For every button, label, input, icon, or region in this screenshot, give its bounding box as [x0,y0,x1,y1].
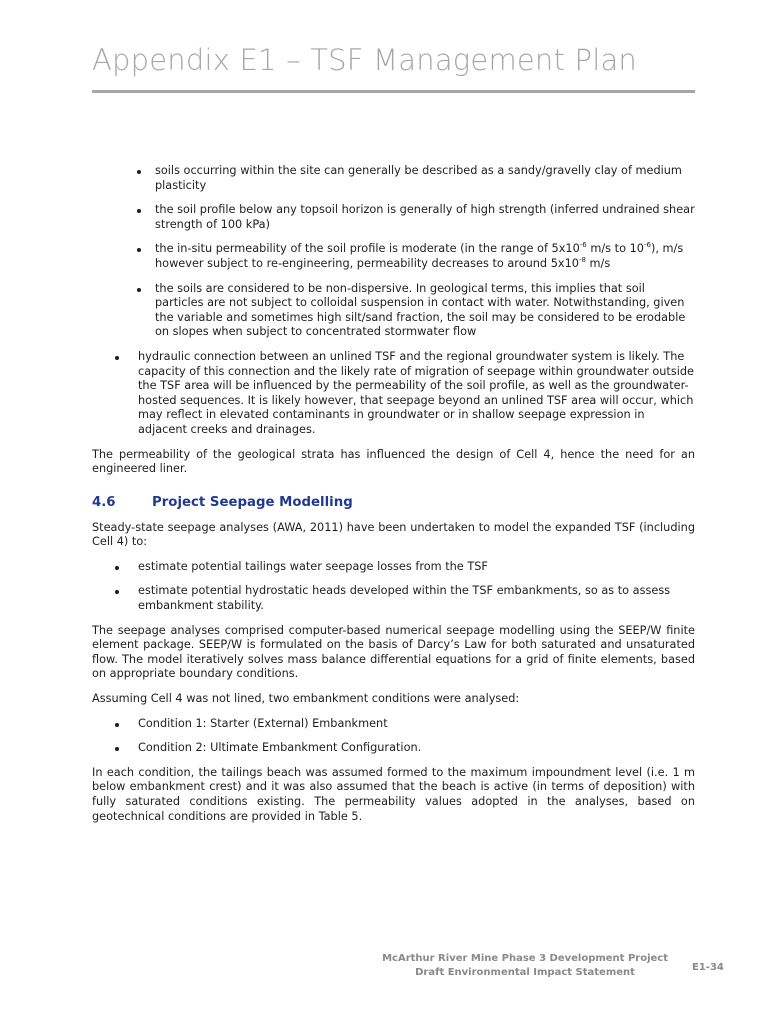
section-title: Project Seepage Modelling [152,494,353,510]
exponent: -6 [643,241,651,250]
list-item-text: Condition 2: Ultimate Embankment Configuration. [138,741,422,755]
bullet-icon [115,566,119,570]
list-item [92,203,695,232]
section-number: 4.6 [92,494,116,510]
list-item [92,282,695,340]
footer-line: Draft Environmental Impact Statement [415,967,635,978]
permeability-text-part: ), m/s however subject to re-engineering, permeability decreases to around 5x10 [155,242,684,270]
page-number: E1-34 [692,962,724,973]
aims-list [92,560,695,614]
list-item-text: estimate potential tailings water seepage losses from the TSF [138,559,488,573]
document-body [92,164,695,834]
paragraph: Assuming Cell 4 was not lined, two embankment conditions were analysed: [92,692,520,706]
list-item-text: the soils are considered to be non-dispersive. In geological terms, this implies that soil particles are not subject to colloidal suspension in contact with water. Notwithstanding, given the variable and sometimes high silt/sand fraction, the soil may be considered to be erodable on slopes when subject to concentrated stormwater flow [155,281,686,339]
conditions-list [92,717,695,756]
header-divider [92,90,695,93]
bullet-icon [137,209,141,213]
list-item [92,242,695,271]
list-item [92,584,695,613]
footer-line: McArthur River Mine Phase 3 Development Project [382,953,668,964]
bullet-icon [137,170,141,174]
bullet-icon [115,590,119,594]
list-item-text: hydraulic connection between an unlined TSF and the regional groundwater system is likely. The capacity of this connection and the likely rate of migration of seepage within groundwater outside the TSF area will be influenced by the permeability of the soil profile, as well as the groundwater-hosted sequences. It is likely however, that seepage beyond an unlined TSF area will occur, which may reflect in elevated contaminants in groundwater or in shallow seepage expression in adjacent creeks and drainages. [138,349,695,436]
hydraulic-list [92,350,695,438]
list-item [92,741,695,756]
list-item [92,717,695,732]
paragraph: Steady-state seepage analyses (AWA, 2011) have been undertaken to model the expanded TSF (including Cell 4) to: [92,520,695,549]
list-item-text: Condition 1: Starter (External) Embankment [138,716,388,730]
exponent: -8 [578,256,586,265]
paragraph: In each condition, the tailings beach was assumed formed to the maximum impoundment level (i.e. 1 m below embankment crest) and it was also assumed that the beach is active (in terms of deposition) with fully saturated conditions existing. The permeability values adopted in the analyses, based on geotechnical conditions are provided in Table 5. [92,765,695,823]
permeability-text-part: the in-situ permeability of the soil profile is moderate (in the range of 5x10 [155,242,580,256]
page-header-title: Appendix E1 – TSF Management Plan [92,43,637,77]
footer-project-title [382,952,668,980]
list-item [92,560,695,575]
soil-properties-list [92,164,695,340]
section-heading [92,495,695,511]
list-item [92,164,695,193]
bullet-icon [137,248,141,252]
bullet-icon [115,723,119,727]
paragraph: The seepage analyses comprised computer-based numerical seepage modelling using the SEEP/W finite element package. SEEP/W is formulated on the basis of Darcy’s Law for both saturated and unsaturated flow. The model iteratively solves mass balance differential equations for a grid of finite elements, based on appropriate boundary conditions. [92,623,695,681]
permeability-text-part: m/s to 10 [586,242,644,256]
exponent: -6 [579,241,587,250]
paragraph: The permeability of the geological strata has influenced the design of Cell 4, hence the need for an engineered liner. [92,447,695,476]
permeability-text-part: m/s [585,256,611,270]
list-item-text [155,242,683,270]
list-item-text: estimate potential hydrostatic heads developed within the TSF embankments, so as to assess embankment stability. [138,584,671,613]
bullet-icon [137,288,141,292]
bullet-icon [115,356,119,360]
list-item [92,350,695,438]
list-item-text: soils occurring within the site can generally be described as a sandy/gravelly clay of medium plasticity [155,164,682,192]
list-item-text: the soil profile below any topsoil horizon is generally of high strength (inferred undrained shear strength of 100 kPa) [155,203,695,231]
bullet-icon [115,747,119,751]
